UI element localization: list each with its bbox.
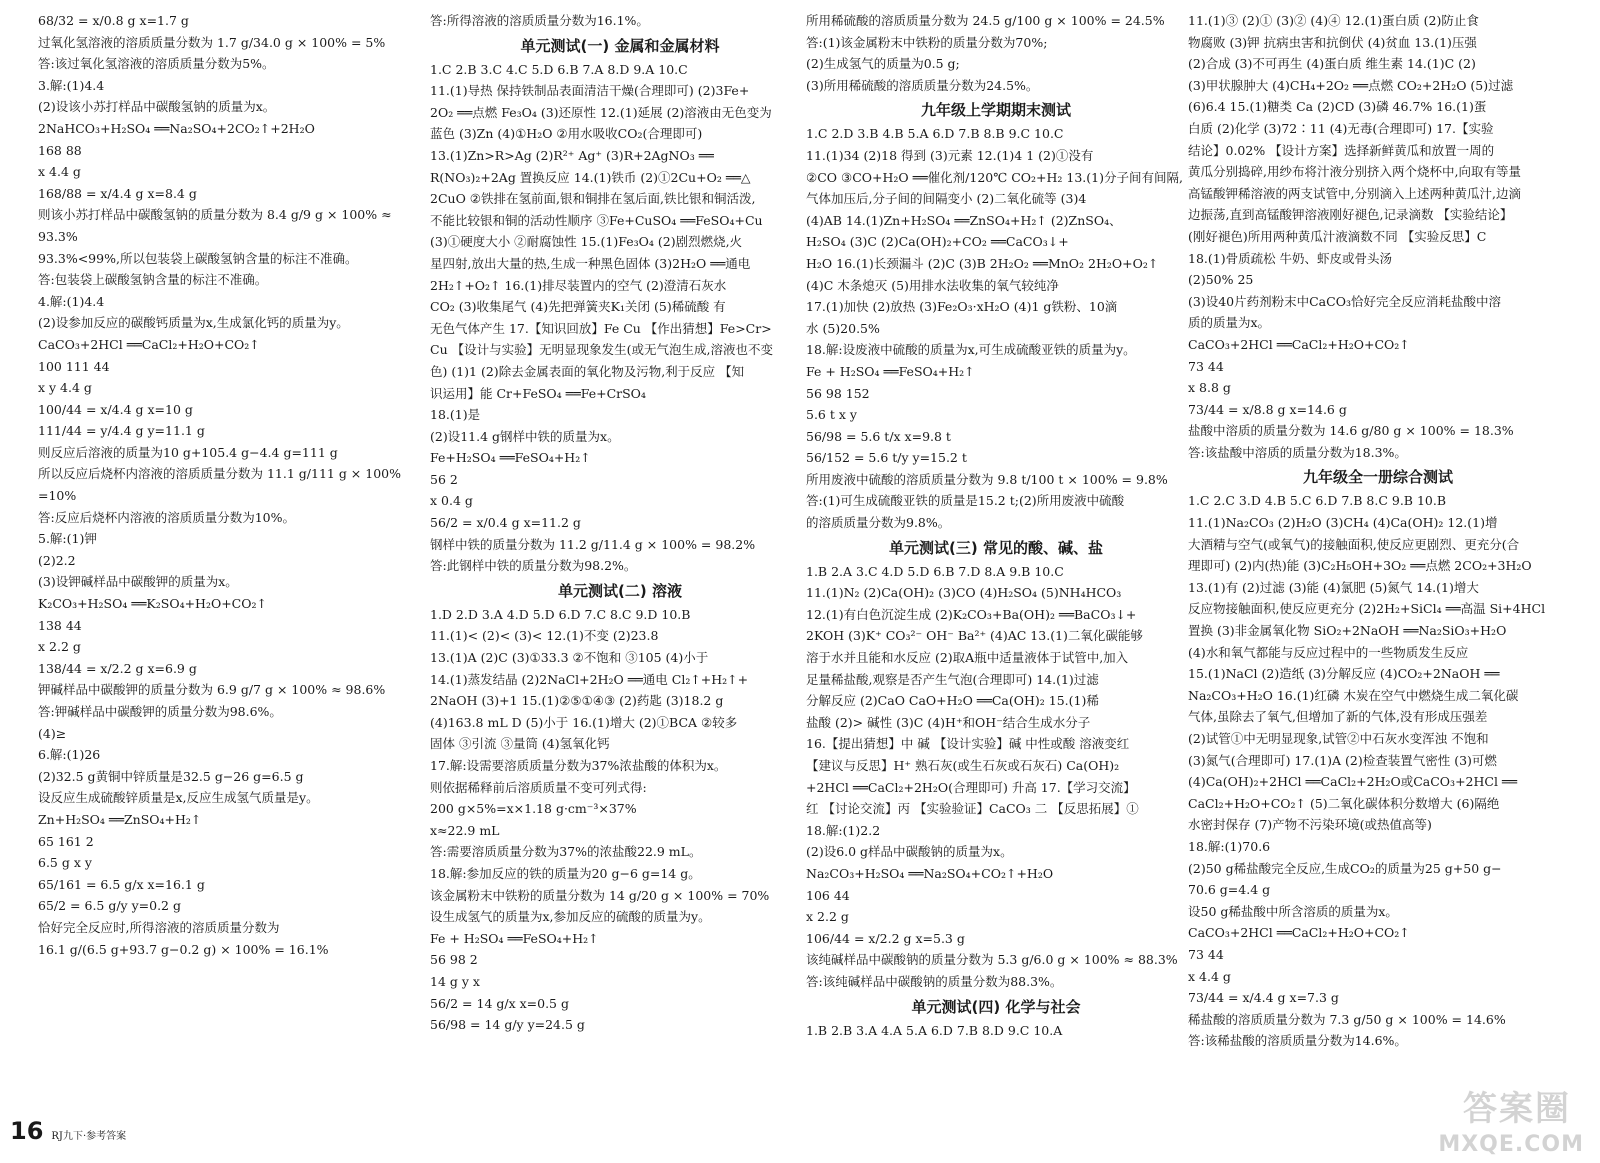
answer-line: 则反应后溶液的质量为10 g+105.4 g−4.4 g=111 g	[38, 444, 338, 460]
answer-line: 200 g×5%=x×1.18 g·cm⁻³×37%	[430, 801, 637, 817]
answer-line: 答:该过氧化氢溶液的溶质质量分数为5%。	[38, 56, 275, 72]
answer-line: x 4.4 g	[1188, 968, 1231, 984]
answer-line: 白质 (2)化学 (3)72∶11 (4)无毒(合理即可) 17.【实验	[1188, 120, 1494, 136]
answer-line: 所用稀硫酸的溶质质量分数为 24.5 g/100 g × 100% = 24.5%	[806, 13, 1165, 28]
answer-line: (3)设40片药剂粉末中CaCO₃恰好完全反应消耗盐酸中溶	[1188, 293, 1501, 309]
answer-line: 56 98 152	[806, 385, 870, 401]
answer-line: 气体加压后,分子间的间隔变小 (2)二氧化硫等 (3)4	[806, 191, 1087, 207]
answer-line: 18.解:(1)70.6	[1188, 838, 1271, 854]
answer-line: Na₂CO₃+H₂O 16.(1)红磷 木炭在空气中燃烧生成二氧化碳	[1188, 687, 1519, 703]
answer-line: ②CO ③CO+H₂O ══催化剂/120℃ CO₂+H₂ 13.(1)分子间有间隔,	[806, 169, 1183, 185]
answer-line: 56 2	[430, 471, 458, 487]
answer-line: 13.(1)有 (2)过滤 (3)能 (4)氯肥 (5)氮气 14.(1)增大	[1188, 579, 1479, 595]
answer-line: 理即可) (2)内(热)能 (3)C₂H₅OH+3O₂ ══点燃 2CO₂+3H₂O	[1188, 558, 1532, 574]
answer-line: 11.(1)③ (2)① (3)② (4)④ 12.(1)蛋白质 (2)防止食	[1188, 13, 1479, 28]
answer-line: 1.C 2.C 3.D 4.B 5.C 6.D 7.B 8.C 9.B 10.B	[1188, 493, 1447, 509]
answer-line: (4)Ca(OH)₂+2HCl ══CaCl₂+2H₂O或CaCO₃+2HCl ══	[1188, 774, 1517, 790]
answer-line: x 4.4 g	[38, 164, 81, 180]
answer-line: CaCO₃+2HCl ══CaCl₂+H₂O+CO₂↑	[1188, 336, 1410, 352]
answer-line: 所用废液中硫酸的溶质质量分数为 9.8 t/100 t × 100% = 9.8%	[806, 471, 1168, 487]
answer-line: 该金属粉末中铁粉的质量分数为 14 g/20 g × 100% = 70%	[430, 887, 770, 903]
answer-line: 73/44 = x/4.4 g x=7.3 g	[1188, 990, 1339, 1006]
section-heading: 单元测试(四) 化学与社会	[911, 997, 1081, 1016]
answer-line: (3)所用稀硫酸的溶质质量分数为24.5%。	[806, 77, 1039, 93]
answer-line: 1.B 2.B 3.A 4.A 5.A 6.D 7.B 8.D 9.C 10.A	[806, 1022, 1063, 1038]
answer-line: 73/44 = x/8.8 g x=14.6 g	[1188, 401, 1347, 417]
page-number: 16	[10, 1117, 44, 1145]
answer-line: 11.(1)< (2)< (3)< 12.(1)不变 (2)23.8	[430, 628, 659, 644]
answer-line: 分解反应 (2)CaO CaO+H₂O ══Ca(OH)₂ 15.(1)稀	[806, 693, 1099, 709]
answer-line: 盐酸 (2)> 碱性 (3)C (4)H⁺和OH⁻结合生成水分子	[806, 714, 1091, 730]
answer-line: 14.(1)蒸发结晶 (2)2NaCl+2H₂O ══通电 Cl₂↑+H₂↑+	[430, 671, 749, 687]
section-heading: 单元测试(二) 溶液	[558, 581, 682, 600]
answer-line: x≈22.9 mL	[430, 822, 500, 838]
answer-line: 反应物接触面积,使反应更充分 (2)2H₂+SiCl₄ ══高温 Si+4HCl	[1188, 601, 1546, 617]
answer-line: 答:所得溶液的溶质质量分数为16.1%。	[430, 13, 649, 28]
answer-line: (2)设参加反应的碳酸钙质量为x,生成氯化钙的质量为y。	[38, 315, 349, 331]
answer-line: (4)163.8 mL D (5)小于 16.(1)增大 (2)①BCA ②较多	[430, 714, 738, 730]
answer-line: 足量稀盐酸,观察是否产生气泡(合理即可) 14.(1)过滤	[806, 671, 1099, 687]
answer-line: 答:反应后烧杯内溶液的溶质质量分数为10%。	[38, 509, 295, 525]
answer-line: (3)①硬度大小 ②耐腐蚀性 15.(1)Fe₃O₄ (2)剧烈燃烧,火	[430, 234, 743, 250]
footer-label: RJ九下·参考答案	[51, 1131, 127, 1142]
answer-line: (2)合成 (3)不可再生 (4)蛋白质 维生素 14.(1)C (2)	[1188, 56, 1476, 72]
answer-line: Fe + H₂SO₄ ══FeSO₄+H₂↑	[806, 363, 975, 379]
answer-line: 168 88	[38, 142, 82, 158]
answer-line: (4)AB 14.(1)Zn+H₂SO₄ ══ZnSO₄+H₂↑ (2)ZnSO₄、	[806, 212, 1122, 228]
answer-line: 则依据稀释前后溶质质量不变可列式得:	[430, 779, 647, 795]
answer-line: (2)50 g稀盐酸完全反应,生成CO₂的质量为25 g+50 g−	[1188, 860, 1502, 876]
answer-line: 56/98 = 14 g/y y=24.5 g	[430, 1017, 585, 1033]
answer-line: +2HCl ══CaCl₂+2H₂O(合理即可) 升高 17.【学习交流】	[806, 779, 1136, 795]
answer-line: x 8.8 g	[1188, 380, 1231, 396]
answer-line: CO₂ (3)收集尾气 (4)先把弹簧夹K₁关闭 (5)稀硫酸 有	[430, 299, 726, 315]
answer-line: 6.5 g x y	[38, 855, 92, 871]
answer-line: CaCl₂+H₂O+CO₂↑ (5)二氧化碳体积分数增大 (6)隔绝	[1188, 795, 1500, 811]
answer-line: 93.3%<99%,所以包装袋上碳酸氢钠含量的标注不准确。	[38, 250, 358, 266]
answer-line: 钢样中铁的质量分数为 11.2 g/11.4 g × 100% = 98.2%	[430, 536, 756, 552]
answer-line: 2CuO ②铁排在氢前面,银和铜排在氢后面,铁比银和铜活泼,	[430, 191, 756, 207]
answer-line: 65/161 = 6.5 g/x x=16.1 g	[38, 876, 205, 892]
answer-line: 钾碱样品中碳酸钾的质量分数为 6.9 g/7 g × 100% ≈ 98.6%	[38, 682, 386, 698]
answer-line: 56/98 = 5.6 t/x x=9.8 t	[806, 428, 951, 444]
answer-line: 则该小苏打样品中碳酸氢钠的质量分数为 8.4 g/9 g × 100% ≈	[38, 207, 392, 223]
answer-line: 无色气体产生 17.【知识回放】Fe Cu 【作出猜想】Fe>Cr>	[430, 320, 772, 336]
answer-line: 5.解:(1)钾	[38, 531, 97, 547]
answer-line: 边振荡,直到高锰酸钾溶液刚好褪色,记录滴数 【实验结论】	[1188, 207, 1513, 223]
answer-line: 65/2 = 6.5 g/y y=0.2 g	[38, 898, 181, 914]
answer-line: =10%	[38, 488, 77, 504]
answer-line: 红 【讨论交流】丙 【实验验证】CaCO₃ 二 【反思拓展】①	[806, 801, 1139, 817]
answer-line: (6)6.4 15.(1)糖类 Ca (2)CD (3)磷 46.7% 16.(1)蛋	[1188, 99, 1487, 115]
answer-line: CaCO₃+2HCl ══CaCl₂+H₂O+CO₂↑	[1188, 925, 1410, 941]
answer-line: K₂CO₃+H₂SO₄ ══K₂SO₄+H₂O+CO₂↑	[38, 596, 267, 612]
answer-line: 恰好完全反应时,所得溶液的溶质质量分数为	[38, 919, 280, 935]
answer-line: 11.(1)Na₂CO₃ (2)H₂O (3)CH₄ (4)Ca(OH)₂ 12.(1)增	[1188, 515, 1498, 531]
answer-line: 2KOH (3)K⁺ CO₃²⁻ OH⁻ Ba²⁺ (4)AC 13.(1)二氧化碳能够	[806, 628, 1143, 644]
answer-line: (2)设11.4 g钢样中铁的质量为x。	[430, 428, 620, 444]
answer-line: 18.解:设废液中硫酸的质量为x,可生成硫酸亚铁的质量为y。	[806, 342, 1136, 358]
answer-line: 56/152 = 5.6 t/y y=15.2 t	[806, 450, 967, 466]
answer-line: 所以反应后烧杯内溶液的溶质质量分数为 11.1 g/111 g × 100%	[38, 466, 401, 482]
answer-line: 黄瓜分别捣碎,用纱布将汁液分别挤入两个烧杯中,向取有等量	[1188, 164, 1521, 180]
answer-line: 气体,虽除去了氧气,但增加了新的气体,没有形成压强差	[1188, 709, 1488, 725]
answer-line: x y 4.4 g	[38, 380, 92, 396]
answer-line: 13.(1)Zn>R>Ag (2)R²⁺ Ag⁺ (3)R+2AgNO₃ ══	[430, 147, 714, 163]
answer-line: (2)设该小苏打样品中碳酸氢钠的质量为x。	[38, 99, 276, 115]
answer-line: 2NaHCO₃+H₂SO₄ ══Na₂SO₄+2CO₂↑+2H₂O	[38, 120, 315, 136]
answer-line: 106 44	[806, 887, 850, 903]
answer-line: 识运用】能 Cr+FeSO₄ ══Fe+CrSO₄	[430, 385, 646, 401]
answer-line: 18.解:参加反应的铁的质量为20 g−6 g=14 g。	[430, 865, 701, 881]
answer-line: 过氧化氢溶液的溶质质量分数为 1.7 g/34.0 g × 100% = 5%	[38, 34, 386, 50]
answer-line: 答:(1)该金属粉末中铁粉的质量分数为70%;	[806, 34, 1048, 50]
answer-line: (2)试管①中无明显现象,试管②中石灰水变浑浊 不饱和	[1188, 731, 1489, 746]
answer-line: 稀盐酸的溶质质量分数为 7.3 g/50 g × 100% = 14.6%	[1188, 1011, 1506, 1027]
answer-line: 18.(1)是	[430, 407, 481, 423]
answer-line: 物腐败 (3)钾 抗病虫害和抗倒伏 (4)贫血 13.(1)压强	[1188, 34, 1477, 50]
answer-line: 答:此钢样中铁的质量分数为98.2%。	[430, 558, 637, 574]
answer-line: x 0.4 g	[430, 493, 473, 509]
answer-line: 色) (1)1 (2)除去金属表面的氧化物及污物,利于反应 【知	[430, 363, 745, 379]
answer-line: Zn+H₂SO₄ ══ZnSO₄+H₂↑	[38, 811, 202, 827]
column-4	[1188, 10, 1568, 1130]
answer-line: 答:包装袋上碳酸氢钠含量的标注不准确。	[38, 272, 268, 288]
column-1	[38, 10, 418, 1130]
answer-line: (刚好褪色)所用两种黄瓜汁液滴数不同 【实验反思】C	[1188, 228, 1487, 244]
answer-line: (2)32.5 g黄铜中锌质量是32.5 g−26 g=6.5 g	[38, 768, 304, 784]
page-footer	[10, 1117, 126, 1145]
answer-line: 4.解:(1)4.4	[38, 293, 105, 309]
answer-line: 不能比较银和铜的活动性顺序 ③Fe+CuSO₄ ══FeSO₄+Cu	[430, 212, 763, 228]
answer-line: (3)氮气(合理即可) 17.(1)A (2)检查装置气密性 (3)可燃	[1188, 752, 1497, 768]
answer-line: 93.3%	[38, 228, 78, 244]
answer-line: 73 44	[1188, 946, 1224, 962]
answer-line: CaCO₃+2HCl ══CaCl₂+H₂O+CO₂↑	[38, 336, 260, 352]
answer-line: 106/44 = x/2.2 g x=5.3 g	[806, 930, 965, 946]
answer-line: 的溶质质量分数为9.8%。	[806, 515, 951, 531]
answer-line: H₂SO₄ (3)C (2)Ca(OH)₂+CO₂ ══CaCO₃↓+	[806, 234, 1069, 250]
answer-line: 11.(1)导热 保持铁制品表面清洁干燥(合理即可) (2)3Fe+	[430, 83, 750, 99]
section-heading: 单元测试(三) 常见的酸、碱、盐	[889, 538, 1103, 557]
answer-line: 大酒精与空气(或氧气)的接触面积,使反应更剧烈、更充分(合	[1188, 536, 1520, 552]
answer-line: (2)50% 25	[1188, 272, 1254, 288]
answer-line: 168/88 = x/4.4 g x=8.4 g	[38, 185, 197, 201]
watermark-text: 答案圈	[1463, 1089, 1571, 1129]
answer-line: 56 98 2	[430, 952, 478, 968]
answer-line: 该纯碱样品中碳酸钠的质量分数为 5.3 g/6.0 g × 100% ≈ 88.3%	[806, 952, 1178, 968]
section-heading: 单元测试(一) 金属和金属材料	[520, 36, 720, 55]
answer-line: 【建议与反思】H⁺ 熟石灰(或生石灰或石灰石) Ca(OH)₂	[806, 758, 1120, 773]
answer-line: 100 111 44	[38, 358, 110, 374]
answer-line: 6.解:(1)26	[38, 747, 101, 763]
answer-line: 138 44	[38, 617, 82, 633]
answer-line: 置换 (3)非金属氧化物 SiO₂+2NaOH ══Na₂SiO₃+H₂O	[1188, 623, 1507, 639]
answer-line: 68/32 = x/0.8 g x=1.7 g	[38, 13, 189, 28]
answer-line: (4)≥	[38, 725, 67, 741]
answer-line: 星四射,放出大量的热,生成一种黑色固体 (3)2H₂O ══通电	[430, 255, 751, 271]
answer-line: 16.【提出猜想】中 碱 【设计实验】碱 中性或酸 溶液变红	[806, 736, 1130, 752]
column-3	[806, 10, 1186, 1130]
answer-line: (2)生成氢气的质量为0.5 g;	[806, 56, 960, 72]
answer-line: 答:该盐酸中溶质的质量分数为18.3%。	[1188, 444, 1407, 460]
answer-line: 11.(1)N₂ (2)Ca(OH)₂ (3)CO (4)H₂SO₄ (5)NH₄HCO₃	[806, 585, 1122, 601]
answer-line: 溶于水并且能和水反应 (2)取A瓶中适量液体于试管中,加入	[806, 650, 1129, 666]
answer-line: 答:需要溶质质量分数为37%的浓盐酸22.9 mL。	[430, 844, 702, 860]
answer-line: 14 g y x	[430, 973, 480, 989]
answer-line: R(NO₃)₂+2Ag 置换反应 14.(1)铁币 (2)①2Cu+O₂ ══△	[430, 169, 751, 185]
answer-line: 15.(1)NaCl (2)造纸 (3)分解反应 (4)CO₂+2NaOH ══	[1188, 666, 1500, 682]
answer-line: 73 44	[1188, 358, 1224, 374]
answer-line: 16.1 g/(6.5 g+93.7 g−0.2 g) × 100% = 16.1%	[38, 941, 329, 957]
answer-line: 17.(1)加快 (2)放热 (3)Fe₂O₃·xH₂O (4)1 g铁粉、10滴	[806, 299, 1118, 315]
answer-line: 3.解:(1)4.4	[38, 77, 105, 93]
answer-line: 17.解:设需要溶质质量分数为37%浓盐酸的体积为x。	[430, 758, 727, 773]
answer-line: 2H₂↑+O₂↑ 16.(1)排尽装置内的空气 (2)澄清石灰水	[430, 277, 727, 293]
answer-line: (2)设6.0 g样品中碳酸钠的质量为x。	[806, 844, 1013, 860]
answer-line: 质的质量为x。	[1188, 315, 1271, 331]
section-heading: 九年级上学期期末测试	[920, 101, 1071, 120]
answer-line: 12.(1)有白色沉淀生成 (2)K₂CO₃+Ba(OH)₂ ══BaCO₃↓+	[806, 606, 1137, 622]
answer-line: 设50 g稀盐酸中所含溶质的质量为x。	[1188, 903, 1398, 919]
answer-line: 设反应生成硫酸锌质量是x,反应生成氢气质量是y。	[38, 790, 319, 806]
answer-line: H₂O 16.(1)长颈漏斗 (2)C (3)B 2H₂O₂ ══MnO₂ 2H₂O+O₂↑	[806, 255, 1159, 271]
answer-line: 18.解:(1)2.2	[806, 822, 881, 838]
answer-line: Cu 【设计与实验】无明显现象发生(或无气泡生成,溶液也不变	[430, 342, 773, 358]
column-2	[430, 10, 810, 1130]
answer-line: 56/2 = 14 g/x x=0.5 g	[430, 995, 569, 1011]
answer-line: Na₂CO₃+H₂SO₄ ══Na₂SO₄+CO₂↑+H₂O	[806, 865, 1054, 881]
answer-line: 答:(1)可生成硫酸亚铁的质量是15.2 t;(2)所用废液中硫酸	[806, 493, 1125, 509]
answer-line: 138/44 = x/2.2 g x=6.9 g	[38, 660, 197, 676]
answer-line: (4)C 木条熄灭 (5)用排水法收集的氧气较纯净	[806, 277, 1059, 293]
answer-line: 结论】0.02% 【设计方案】选择新鲜黄瓜和放置一周的	[1188, 142, 1495, 158]
answer-line: 1.D 2.D 3.A 4.D 5.D 6.D 7.C 8.C 9.D 10.B	[430, 606, 691, 622]
answer-line: 1.C 2.D 3.B 4.B 5.A 6.D 7.B 8.B 9.C 10.C	[806, 126, 1064, 142]
answer-line: 18.(1)骨质疏松 牛奶、虾皮或骨头汤	[1188, 250, 1393, 266]
answer-line: 盐酸中溶质的质量分数为 14.6 g/80 g × 100% = 18.3%	[1188, 423, 1514, 439]
answer-line: 水密封保存 (7)产物不污染环境(或热值高等)	[1188, 817, 1432, 833]
answer-line: 1.C 2.B 3.C 4.C 5.D 6.B 7.A 8.D 9.A 10.C	[430, 61, 688, 77]
answer-line: 11.(1)34 (2)18 得到 (3)元素 12.(1)4 1 (2)①没有	[806, 147, 1094, 163]
answer-line: 56/2 = x/0.4 g x=11.2 g	[430, 515, 581, 531]
answer-line: 水 (5)20.5%	[806, 320, 880, 336]
answer-line: 高锰酸钾稀溶液的两支试管中,分别滴入上述两种黄瓜汁,边滴	[1188, 185, 1521, 201]
answer-line: Fe + H₂SO₄ ══FeSO₄+H₂↑	[430, 930, 599, 946]
section-heading: 九年级全一册综合测试	[1302, 468, 1453, 487]
answer-line: 蓝色 (3)Zn (4)①H₂O ②用水吸收CO₂(合理即可)	[430, 126, 703, 142]
answer-line: (2)2.2	[38, 552, 76, 568]
answer-line: 13.(1)A (2)C (3)①33.3 ②不饱和 ③105 (4)小于	[430, 650, 709, 666]
answer-line: (4)水和氧气都能与反应过程中的一些物质发生反应	[1188, 644, 1469, 660]
answer-line: 设生成氢气的质量为x,参加反应的硫酸的质量为y。	[430, 909, 711, 925]
answer-line: 70.6 g=4.4 g	[1188, 882, 1271, 898]
answer-line: (3)设钾碱样品中碳酸钾的质量为x。	[38, 574, 238, 590]
answer-line: x 2.2 g	[38, 639, 81, 655]
answer-line: (3)甲状腺肿大 (4)CH₄+2O₂ ══点燃 CO₂+2H₂O (5)过滤	[1188, 77, 1514, 93]
answer-line: 答:该稀盐酸的溶质质量分数为14.6%。	[1188, 1033, 1407, 1049]
answer-line: Fe+H₂SO₄ ══FeSO₄+H₂↑	[430, 450, 591, 466]
answer-line: 固体 ③引流 ③量筒 (4)氢氧化钙	[430, 736, 610, 752]
answer-line: 2NaOH (3)+1 15.(1)②⑤①④③ (2)药匙 (3)18.2 g	[430, 693, 724, 709]
answer-line: 111/44 = y/4.4 g y=11.1 g	[38, 423, 205, 439]
answer-line: 65 161 2	[38, 833, 94, 849]
answer-line: x 2.2 g	[806, 909, 849, 925]
answer-line: 5.6 t x y	[806, 407, 857, 423]
watermark-url: MXQE.COM	[1438, 1132, 1584, 1157]
answer-line: 1.B 2.A 3.C 4.D 5.D 6.B 7.D 8.A 9.B 10.C	[806, 563, 1064, 579]
answer-line: 2O₂ ══点燃 Fe₃O₄ (3)还原性 12.(1)延展 (2)溶液由无色变为	[430, 104, 772, 120]
answer-line: 100/44 = x/4.4 g x=10 g	[38, 401, 193, 417]
answer-line: 答:该纯碱样品中碳酸钠的质量分数为88.3%。	[806, 973, 1063, 989]
answer-line: 答:钾碱样品中碳酸钾的质量分数为98.6%。	[38, 704, 282, 719]
